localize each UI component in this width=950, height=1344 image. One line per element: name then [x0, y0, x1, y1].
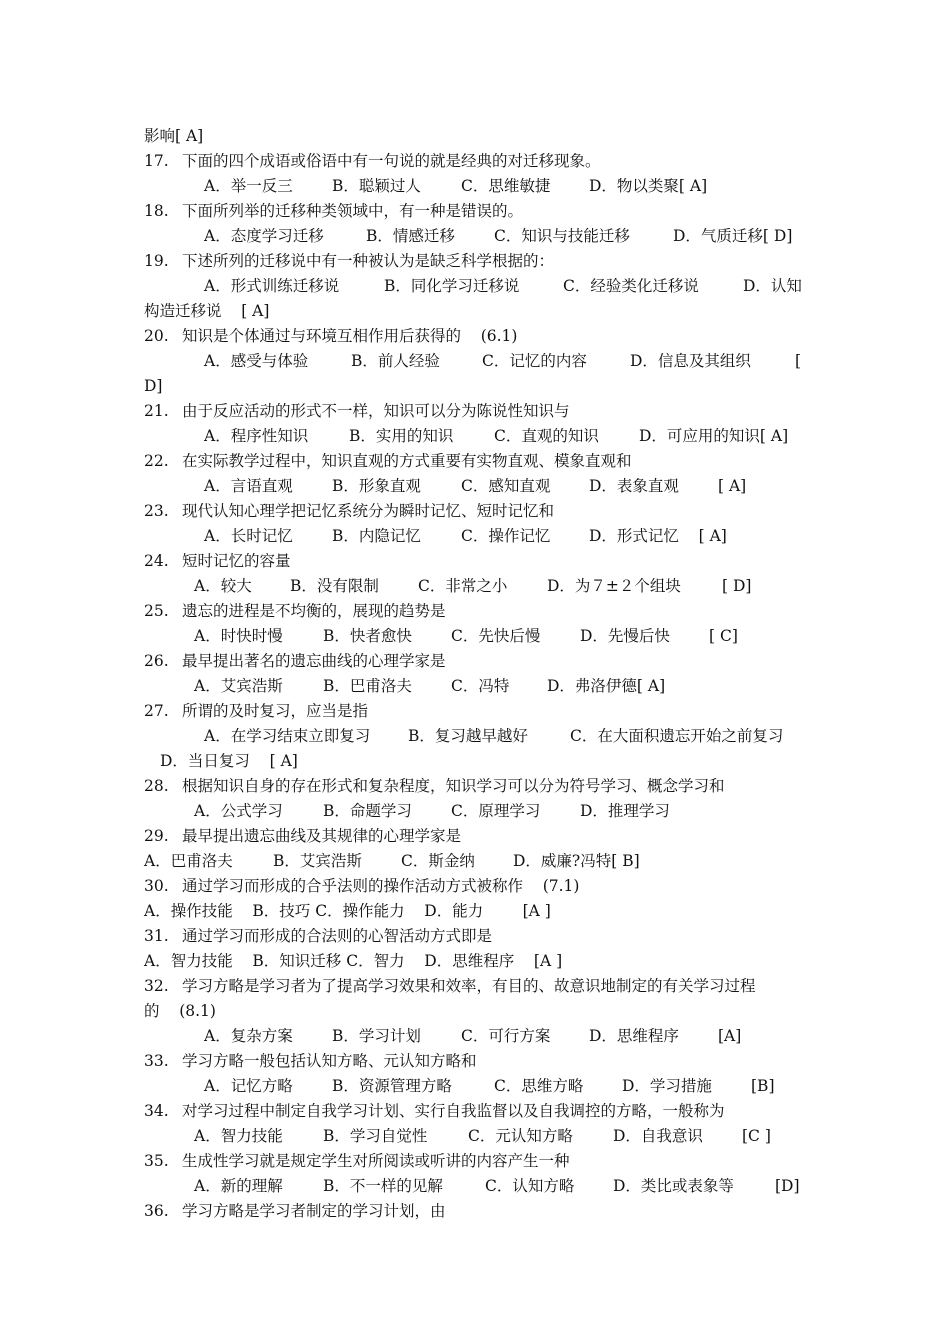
text-segment: 21.	[144, 402, 169, 420]
text-segment: D．表象直观	[589, 477, 679, 495]
text-segment: B．实用的知识	[349, 427, 454, 445]
text-segment: 36.	[144, 1202, 169, 1220]
text-segment: 的 (8.1)	[144, 1002, 216, 1020]
text-segment: A．巴甫洛夫	[144, 852, 233, 870]
text-line	[0, 599, 950, 623]
text-segment: 27.	[144, 702, 169, 720]
text-segment: B．不一样的见解	[323, 1177, 443, 1195]
text-segment: C．思维敏捷	[461, 177, 551, 195]
text-line	[0, 349, 950, 373]
text-segment: A．举一反三	[204, 177, 293, 195]
text-segment: [ C]	[709, 627, 738, 645]
text-segment: B．复习越早越好	[408, 727, 528, 745]
text-segment: 现代认知心理学把记忆系统分为瞬时记忆、短时记忆和	[182, 502, 555, 520]
text-segment: B．形象直观	[332, 477, 421, 495]
text-line	[0, 574, 950, 598]
text-segment: D．可应用的知识[ A]	[639, 427, 789, 445]
text-line	[0, 549, 950, 573]
text-segment: A．时快时慢	[194, 627, 283, 645]
text-segment: C．经验类化迁移说	[563, 277, 699, 295]
text-segment: 下述所列的迁移说中有一种被认为是缺乏科学根据的：	[182, 252, 555, 270]
text-segment: 23.	[144, 502, 169, 520]
text-segment: [C ]	[742, 1127, 771, 1145]
text-segment: 31.	[144, 927, 169, 945]
text-segment: A．艾宾浩斯	[194, 677, 283, 695]
text-segment: [	[795, 352, 802, 370]
text-line	[0, 1024, 950, 1048]
text-segment: C．感知直观	[461, 477, 551, 495]
text-segment: A．程序性知识	[204, 427, 309, 445]
text-line	[0, 1149, 950, 1173]
text-segment: 遗忘的进程是不均衡的，展现的趋势是	[182, 602, 446, 620]
text-segment: 24.	[144, 552, 169, 570]
text-segment: [ A]	[718, 477, 747, 495]
text-segment: D．自我意识	[613, 1127, 703, 1145]
text-line	[0, 324, 950, 348]
text-line	[0, 799, 950, 823]
text-segment: C．操作记忆	[461, 527, 551, 545]
text-segment: A．智力技能	[194, 1127, 283, 1145]
text-segment: C．思维方略	[494, 1077, 584, 1095]
text-line	[0, 424, 950, 448]
text-segment: A．言语直观	[204, 477, 293, 495]
text-line	[0, 1124, 950, 1148]
text-line	[0, 899, 950, 923]
text-line	[0, 149, 950, 173]
text-segment: 构造迁移说 [ A]	[144, 302, 270, 320]
text-segment: C．可行方案	[461, 1027, 551, 1045]
text-segment: 生成性学习就是规定学生对所阅读或听讲的内容产生一种	[182, 1152, 570, 1170]
text-segment: A．新的理解	[194, 1177, 283, 1195]
text-segment: D．威廉?冯特[ B]	[513, 852, 640, 870]
text-line	[0, 749, 950, 773]
text-segment: A．长时记忆	[204, 527, 293, 545]
text-segment: 由于反应活动的形式不一样，知识可以分为陈说性知识与	[182, 402, 570, 420]
text-segment: C．原理学习	[451, 802, 541, 820]
text-segment: 17.	[144, 152, 169, 170]
text-line	[0, 274, 950, 298]
text-segment: 34.	[144, 1102, 169, 1120]
text-line	[0, 199, 950, 223]
text-segment: 下面的四个成语或俗语中有一句说的就是经典的对迁移现象。	[182, 152, 601, 170]
text-segment: A．记忆方略	[204, 1077, 293, 1095]
text-line	[0, 474, 950, 498]
text-segment: A．复杂方案	[204, 1027, 293, 1045]
text-segment: D．推理学习	[580, 802, 670, 820]
text-segment: C．冯特	[451, 677, 510, 695]
text-line	[0, 724, 950, 748]
text-segment: D．形式记忆 [ A]	[589, 527, 727, 545]
text-segment: B．学习自觉性	[323, 1127, 428, 1145]
text-segment: B．同化学习迁移说	[384, 277, 520, 295]
text-line	[0, 999, 950, 1023]
text-segment: 在实际教学过程中，知识直观的方式重要有实物直观、模象直观和	[182, 452, 632, 470]
text-segment: A．公式学习	[194, 802, 283, 820]
text-segment: D．先慢后快	[580, 627, 670, 645]
text-segment: 对学习过程中制定自我学习计划、实行自我监督以及自我调控的方略，一般称为	[182, 1102, 725, 1120]
text-segment: 学习方略是学习者为了提高学习效果和效率，有目的、故意识地制定的有关学习过程	[182, 977, 756, 995]
text-segment: B．命题学习	[323, 802, 412, 820]
text-segment: 22.	[144, 452, 169, 470]
text-segment: D．认知	[743, 277, 802, 295]
text-segment: C．记忆的内容	[482, 352, 587, 370]
text-segment: B．巴甫洛夫	[323, 677, 412, 695]
text-segment: 35.	[144, 1152, 169, 1170]
text-segment: 20.	[144, 327, 169, 345]
text-segment: B．快者愈快	[323, 627, 412, 645]
text-segment: 短时记忆的容量	[182, 552, 291, 570]
text-segment: D．信息及其组织	[630, 352, 751, 370]
text-segment: D．物以类聚[ A]	[589, 177, 708, 195]
text-line	[0, 374, 950, 398]
text-segment: 26.	[144, 652, 169, 670]
text-line	[0, 824, 950, 848]
text-segment: 下面所列举的迁移种类领域中，有一种是错误的。	[182, 202, 524, 220]
text-line	[0, 1199, 950, 1223]
text-segment: C．直观的知识	[494, 427, 599, 445]
text-line	[0, 174, 950, 198]
text-segment: C．在大面积遗忘开始之前复习	[570, 727, 784, 745]
text-line	[0, 924, 950, 948]
text-line	[0, 624, 950, 648]
text-segment: [ D]	[722, 577, 752, 595]
text-segment: 所谓的及时复习，应当是指	[182, 702, 369, 720]
text-segment: C．知识与技能迁移	[494, 227, 630, 245]
text-segment: B．情感迁移	[366, 227, 455, 245]
text-line	[0, 524, 950, 548]
text-line	[0, 1074, 950, 1098]
text-segment: A．智力技能 B．知识迁移 C．智力 D．思维程序 [A ]	[144, 952, 563, 970]
text-line	[0, 399, 950, 423]
text-line	[0, 449, 950, 473]
text-segment: 18.	[144, 202, 169, 220]
text-line	[0, 249, 950, 273]
text-line	[0, 699, 950, 723]
text-segment: 影响[ A]	[144, 127, 204, 145]
text-line	[0, 1099, 950, 1123]
text-segment: [A]	[718, 1027, 742, 1045]
text-segment: A．较大	[194, 577, 252, 595]
text-line	[0, 1049, 950, 1073]
text-segment: A．操作技能 B．技巧 C．操作能力 D．能力 [A ]	[144, 902, 551, 920]
text-segment: B．没有限制	[290, 577, 379, 595]
text-segment: B．学习计划	[332, 1027, 421, 1045]
text-segment: C．先快后慢	[451, 627, 541, 645]
text-segment: C．元认知方略	[468, 1127, 573, 1145]
text-segment: D．为７±２个组块	[547, 577, 681, 595]
text-segment: D．弗洛伊德[ A]	[547, 677, 666, 695]
text-line	[0, 649, 950, 673]
text-segment: B．内隐记忆	[332, 527, 421, 545]
text-segment: 最早提出遗忘曲线及其规律的心理学家是	[182, 827, 462, 845]
text-segment: C．非常之小	[418, 577, 508, 595]
text-segment: A．感受与体验	[204, 352, 309, 370]
text-segment: 33.	[144, 1052, 169, 1070]
text-segment: [B]	[751, 1077, 775, 1095]
text-line	[0, 674, 950, 698]
text-line	[0, 124, 950, 148]
text-segment: A．形式训练迁移说	[204, 277, 340, 295]
text-segment: 通过学习而形成的合乎法则的操作活动方式被称作 (7.1)	[182, 877, 580, 895]
text-segment: 知识是个体通过与环境互相作用后获得的 (6.1)	[182, 327, 518, 345]
text-line	[0, 974, 950, 998]
text-segment: 通过学习而形成的合法则的心智活动方式即是	[182, 927, 493, 945]
text-segment: 最早提出著名的遗忘曲线的心理学家是	[182, 652, 446, 670]
text-segment: 30.	[144, 877, 169, 895]
text-line	[0, 949, 950, 973]
text-segment: D．思维程序	[589, 1027, 679, 1045]
text-line	[0, 874, 950, 898]
text-segment: D．学习措施	[622, 1077, 712, 1095]
text-segment: 根据知识自身的存在形式和复杂程度，知识学习可以分为符号学习、概念学习和	[182, 777, 725, 795]
text-segment: 29.	[144, 827, 169, 845]
text-segment: B．聪颖过人	[332, 177, 421, 195]
text-line	[0, 849, 950, 873]
text-segment: D]	[144, 377, 163, 395]
text-segment: 25.	[144, 602, 169, 620]
text-segment: B．艾宾浩斯	[273, 852, 362, 870]
text-segment: B．资源管理方略	[332, 1077, 452, 1095]
text-segment: [D]	[775, 1177, 800, 1195]
text-segment: 学习方略一般包括认知方略、元认知方略和	[182, 1052, 477, 1070]
text-line	[0, 499, 950, 523]
text-segment: 19.	[144, 252, 169, 270]
text-segment: 学习方略是学习者制定的学习计划，由	[182, 1202, 446, 1220]
text-segment: A．在学习结束立即复习	[204, 727, 371, 745]
text-segment: C．斯金纳	[401, 852, 475, 870]
text-segment: 32.	[144, 977, 169, 995]
text-segment: D．气质迁移[ D]	[673, 227, 793, 245]
text-line	[0, 299, 950, 323]
text-line	[0, 774, 950, 798]
text-segment: 28.	[144, 777, 169, 795]
text-segment: C．认知方略	[485, 1177, 575, 1195]
text-line	[0, 224, 950, 248]
text-line	[0, 1174, 950, 1198]
text-segment: B．前人经验	[351, 352, 440, 370]
text-segment: D．类比或表象等	[613, 1177, 734, 1195]
text-segment: A．态度学习迁移	[204, 227, 324, 245]
text-segment: D．当日复习 [ A]	[160, 752, 298, 770]
